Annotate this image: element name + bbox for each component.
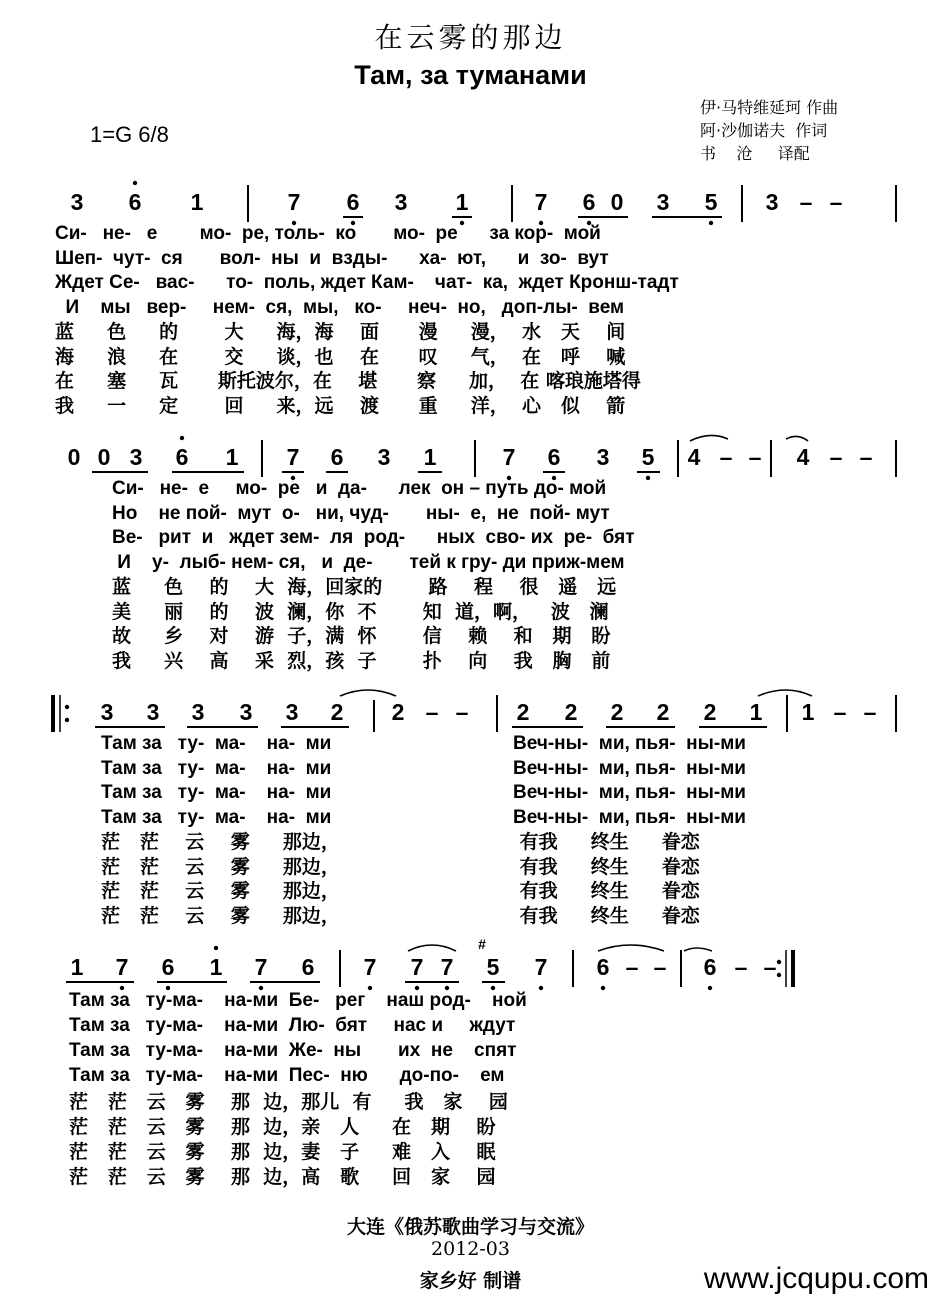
footer-date: 2012-03	[431, 1238, 510, 1260]
title-chinese: 在云雾的那边	[374, 21, 567, 54]
augmentation-dots	[180, 436, 650, 480]
note: –	[863, 699, 877, 725]
lyric-v3-ru-2: Там за ту- ма- на- ми	[101, 757, 332, 779]
note: 6	[175, 444, 189, 470]
note: –	[859, 444, 873, 470]
note: 2	[610, 699, 624, 725]
note: 3	[239, 699, 253, 725]
lyric-v4-ru-4: Там за ту-ма- на-ми Пес- ню до-по- ем	[69, 1065, 505, 1086]
note: 7	[287, 189, 301, 215]
system-4	[0, 936, 941, 1195]
lyric-v2-ru-2: Но не пой- мут о- ни, чуд- ны- е, не пой- мут	[112, 502, 610, 524]
note: 3	[70, 189, 84, 215]
note: 1	[801, 699, 815, 725]
note: 7	[534, 954, 548, 980]
lyricist-credit: 阿·沙伽诺夫 作词	[700, 121, 828, 140]
lyric-v3-ru-right-2: Веч-ны- ми, пья- ны-ми	[513, 757, 746, 779]
lyric-v2-cn-3: 故 乡 对 游 子，满 怀 信 赖 和 期 盼	[112, 625, 611, 647]
lyric-v3-cn-right-4: 有我 终生 眷恋	[513, 904, 700, 927]
note: 6	[703, 954, 717, 980]
lyric-v4-cn-3: 茫 茫 云 雾 那 边，妻 子 难 入 眠	[69, 1141, 496, 1163]
lyric-v3-cn-2: 茫 茫 云 雾 那边，	[101, 855, 340, 878]
note: 3	[394, 189, 408, 215]
note: 1	[190, 189, 204, 215]
note: 7	[410, 954, 424, 980]
lyric-v2-ru-3: Ве- рит и ждет зем- ля род- ных сво- их ре- бят	[112, 527, 635, 548]
repeat-end-barline	[786, 950, 793, 987]
site-watermark: www.jcqupu.com	[703, 1262, 929, 1295]
footer-arranger: 家乡好 制谱	[419, 1270, 522, 1292]
lyric-v3-ru-right-3: Веч-ны- ми, пья- ны-ми	[513, 782, 746, 803]
note: 1	[209, 954, 223, 980]
note: –	[748, 444, 762, 470]
repeat-end-dots	[777, 960, 781, 977]
lyric-v1-ru-4: И мы вер- нем- ся, мы, ко- неч- но, доп-лы- вем	[55, 296, 625, 318]
lyric-v4-cn-1: 茫 茫 云 雾 那 边，那儿 有 我 家 园	[69, 1091, 508, 1113]
sharp-accidental: #	[478, 936, 486, 952]
lyric-v2-cn-1: 蓝 色 的 大 海，回家的 路 程 很 遥 远	[112, 576, 617, 598]
ties	[408, 945, 712, 951]
lyric-v1-ru-1: Си- не- е мо- ре, толь- ко мо- ре за кор- мой	[55, 223, 601, 244]
note: –	[625, 954, 639, 980]
note: 6	[128, 189, 142, 215]
note: 7	[115, 954, 129, 980]
lyric-v4-ru-3: Там за ту-ма- на-ми Же- ны их не спят	[69, 1040, 517, 1061]
note: 1	[749, 699, 763, 725]
lyric-v3-ru-right-1: Веч-ны- ми, пья- ны-ми	[513, 733, 746, 754]
lyric-v3-cn-right-3: 有我 终生 眷恋	[513, 880, 700, 902]
note: 5	[641, 444, 655, 470]
note: –	[829, 444, 843, 470]
note: 5	[486, 954, 500, 980]
note: 7	[254, 954, 268, 980]
note: 0	[610, 189, 624, 215]
lyric-v3-cn-4: 茫 茫 云 雾 那边，	[101, 904, 340, 927]
lyric-v2-ru-1: Си- не- е мо- ре и да- лек он – путь до- мой	[112, 478, 607, 499]
note: 3	[285, 699, 299, 725]
translator-credit: 书 沧 译配	[700, 144, 810, 163]
note: 2	[330, 699, 344, 725]
lyric-v3-cn-right-1: 有我 终生 眷恋	[513, 831, 700, 853]
note: 3	[765, 189, 779, 215]
note: 3	[146, 699, 160, 725]
note: 2	[703, 699, 717, 725]
composer-credit: 伊·马特维延珂 作曲	[700, 98, 839, 117]
note: –	[653, 954, 667, 980]
lyric-v2-cn-2: 美 丽 的 波 澜，你 不 知 道，啊， 波 澜	[112, 600, 609, 623]
note: 3	[191, 699, 205, 725]
lyric-v4-ru-1: Там за ту-ма- на-ми Бе- рег наш род- ной	[69, 990, 527, 1011]
lyric-v4-cn-4: 茫 茫 云 雾 那 边，高 歌 回 家 园	[69, 1166, 496, 1188]
repeat-start-barline	[53, 695, 60, 732]
ties	[690, 435, 808, 441]
lyric-v4-ru-2: Там за ту-ма- на-ми Лю- бят нас и ждут	[69, 1015, 516, 1036]
lyric-v3-ru-4: Там за ту- ма- на- ми	[101, 806, 332, 828]
note: 0	[67, 444, 81, 470]
lyric-v4-cn-2: 茫 茫 云 雾 那 边，亲 人 在 期 盼	[69, 1116, 496, 1138]
note: 6	[301, 954, 315, 980]
note: 3	[656, 189, 670, 215]
lyric-v3-cn-right-2: 有我 终生 眷恋	[513, 855, 700, 878]
note: 5	[704, 189, 718, 215]
title-russian: Там, за туманами	[354, 60, 587, 90]
augmentation-dots	[133, 181, 713, 225]
lyric-v1-cn-2: 海 浪 在 交 谈，也 在 叹 气， 在 呼 喊	[55, 345, 626, 368]
note: 2	[516, 699, 530, 725]
note: 3	[596, 444, 610, 470]
note: 2	[656, 699, 670, 725]
lyric-v3-ru-1: Там за ту- ма- на- ми	[101, 733, 332, 754]
lyric-v2-ru-4: И у- лыб- нем- ся, и де- тей к гру- ди приж-мем	[112, 551, 625, 573]
system-3	[0, 685, 941, 930]
lyric-v3-ru-right-4: Веч-ны- ми, пья- ны-ми	[513, 806, 746, 828]
note: –	[719, 444, 733, 470]
note: 6	[582, 189, 596, 215]
note: 6	[596, 954, 610, 980]
note: 2	[564, 699, 578, 725]
note: 6	[161, 954, 175, 980]
lyric-v1-cn-3: 在 塞 瓦 斯托波尔，在 堪 察 加， 在 喀琅施塔得	[55, 370, 641, 392]
note: 7	[286, 444, 300, 470]
ties	[340, 690, 812, 696]
lyric-v2-cn-4: 我 兴 高 采 烈，孩 子 扑 向 我 胸 前	[112, 649, 611, 672]
note: 1	[70, 954, 84, 980]
note: –	[829, 189, 843, 215]
note: 7	[440, 954, 454, 980]
credits	[700, 96, 838, 165]
note: 3	[100, 699, 114, 725]
note: 7	[502, 444, 516, 470]
note: –	[799, 189, 813, 215]
note: 7	[363, 954, 377, 980]
note: 1	[455, 189, 469, 215]
note: 2	[391, 699, 405, 725]
note: –	[425, 699, 439, 725]
lyric-v1-ru-2: Шеп- чут- ся вол- ны и взды- ха- ют, и зо- вут	[55, 247, 609, 269]
note: –	[734, 954, 748, 980]
note: 7	[534, 189, 548, 215]
note: 6	[547, 444, 561, 470]
note: –	[455, 699, 469, 725]
note: –	[833, 699, 847, 725]
note: 3	[377, 444, 391, 470]
lyric-v3-cn-1: 茫 茫 云 雾 那边，	[101, 831, 340, 853]
system-1	[0, 175, 941, 415]
lyric-v1-cn-1: 蓝 色 的 大 海，海 面 漫 漫， 水 天 间	[55, 321, 626, 343]
note: 4	[687, 444, 701, 470]
lyric-v1-cn-4: 我 一 定 回 来，远 渡 重 洋， 心 似 箭	[55, 394, 626, 417]
lyric-v3-cn-3: 茫 茫 云 雾 那边，	[101, 880, 340, 902]
note: 0	[97, 444, 111, 470]
system-2	[0, 430, 941, 675]
note: 6	[346, 189, 360, 215]
note: 1	[225, 444, 239, 470]
key-signature: 1=G 6/8	[90, 122, 169, 147]
note: 3	[129, 444, 143, 470]
lyric-v1-ru-3: Ждет Се- вас- то- поль, ждет Кам- чат- ка, ждет Кронш-тадт	[55, 272, 679, 293]
note: 4	[796, 444, 810, 470]
note: 1	[423, 444, 437, 470]
lyric-v3-ru-3: Там за ту- ма- на- ми	[101, 782, 332, 803]
note: 6	[330, 444, 344, 470]
note: –	[763, 954, 777, 980]
footer-source: 大连《俄苏歌曲学习与交流》	[346, 1216, 594, 1238]
